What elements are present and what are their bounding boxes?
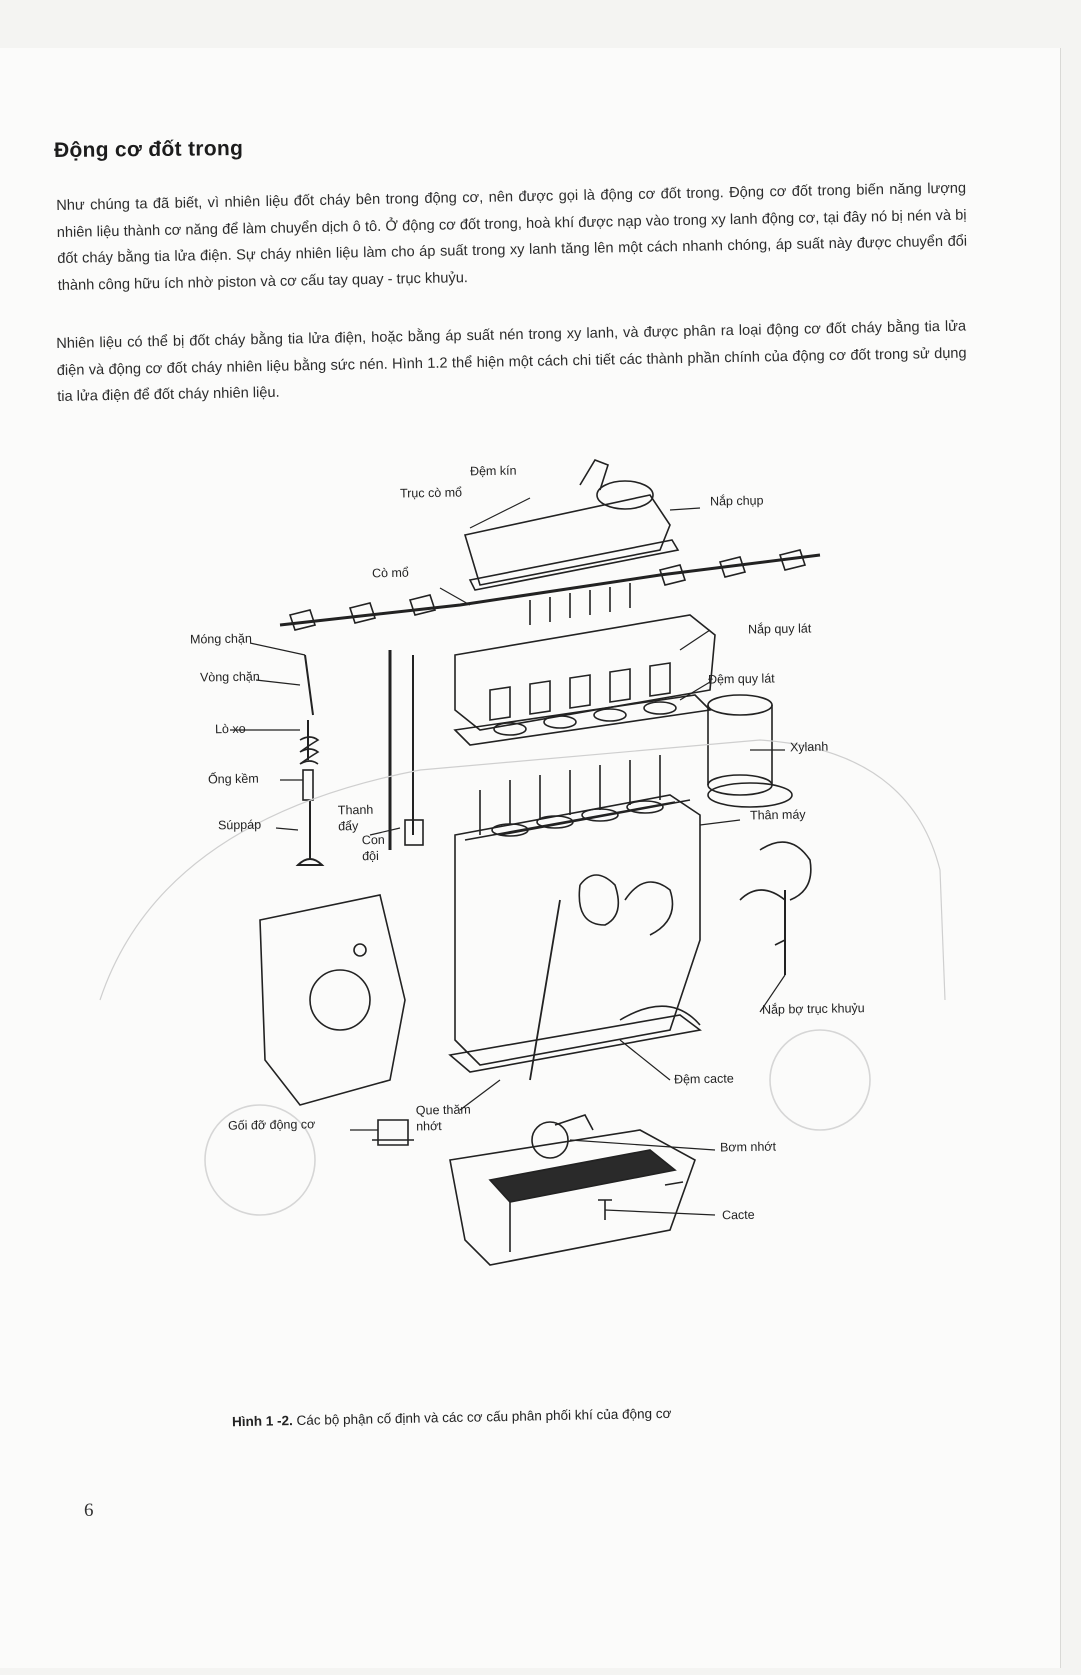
label-mong-chan: Móng chặn (189, 631, 252, 647)
label-cacte: Cacte (721, 1207, 755, 1223)
label-lo-xo: Lò xo (214, 721, 246, 737)
label-thanh-day: Thanh đẩy (337, 802, 374, 834)
label-co-mo: Cò mổ (371, 565, 409, 581)
engine-diagram (60, 440, 960, 1340)
label-than-may: Thân máy (749, 807, 806, 823)
label-goi-do-dong-co: Gối đỡ động cơ (227, 1117, 316, 1133)
engine-exploded-figure (60, 440, 960, 1340)
label-dem-cacte: Đệm cacte (673, 1071, 734, 1087)
label-bom-nhot: Bơm nhớt (719, 1139, 777, 1155)
label-ong-kem: Ống kềm (207, 771, 259, 787)
label-dem-kin: Đệm kín (469, 463, 517, 479)
label-nap-chup: Nắp chụp (709, 493, 764, 509)
page-number: 6 (84, 1500, 94, 1521)
paragraph-fuel-ignition: Nhiên liệu có thể bị đốt cháy bằng tia lửa điện, hoặc bằng áp suất nén trong xy lanh, và được phân ra loại động cơ đốt cháy bằng tia lửa điện và động cơ đốt cháy nhiên liệu bằng sức nén. Hình 1.2 thể hiện một cách chi tiết các thành phần chính của động cơ đốt trong sử dụng tia lửa điện để đốt cháy nhiên liệu. (56, 318, 967, 405)
label-que-tham-nhot: Que thăm nhớt (415, 1102, 471, 1134)
label-truc-co-mo-top: Trục cò mổ (399, 485, 463, 501)
section-heading: Động cơ đốt trong (53, 137, 244, 162)
label-nap-bo-truc-khuyu: Nắp bợ trục khuỷu (761, 1001, 865, 1017)
caption-text: Các bộ phận cố định và các cơ cấu phân phối khí của động cơ (296, 1405, 672, 1428)
label-dem-quy-lat: Đệm quy lát (707, 671, 775, 687)
label-vong-chan: Vòng chặn (199, 669, 260, 685)
label-nap-quy-lat: Nắp quy lát (747, 621, 812, 637)
timing-cover-drawing (260, 895, 405, 1105)
label-con-doi: Con đội (361, 832, 385, 864)
label-suppap: Súppáp (217, 817, 262, 833)
caption-number: Hình 1 -2. (231, 1413, 293, 1430)
paragraph-intro: Như chúng ta đã biết, vì nhiên liệu đốt cháy bên trong động cơ, nên được gọi là động cơ đốt trong. Động cơ đốt trong biến năng lượng nhiên liệu thành cơ năng để làm chuyển dịch ô tô. Ở động cơ đốt trong, hoà khí được nạp vào trong xy lanh động cơ, tại đây nó bị nén và bị đốt cháy bằng tia lửa điện. Sự cháy nhiên liệu làm cho áp suất trong xy lanh tăng lên một cách nhanh chóng, áp suất này được chuyển đổi thành công hữu ích nhờ piston và cơ cấu tay quay - trục khuỷu. (56, 180, 968, 294)
label-xylanh: Xylanh (789, 739, 829, 755)
oil-pan-drawing (450, 1130, 695, 1265)
cylinder-head-drawing (455, 615, 715, 730)
